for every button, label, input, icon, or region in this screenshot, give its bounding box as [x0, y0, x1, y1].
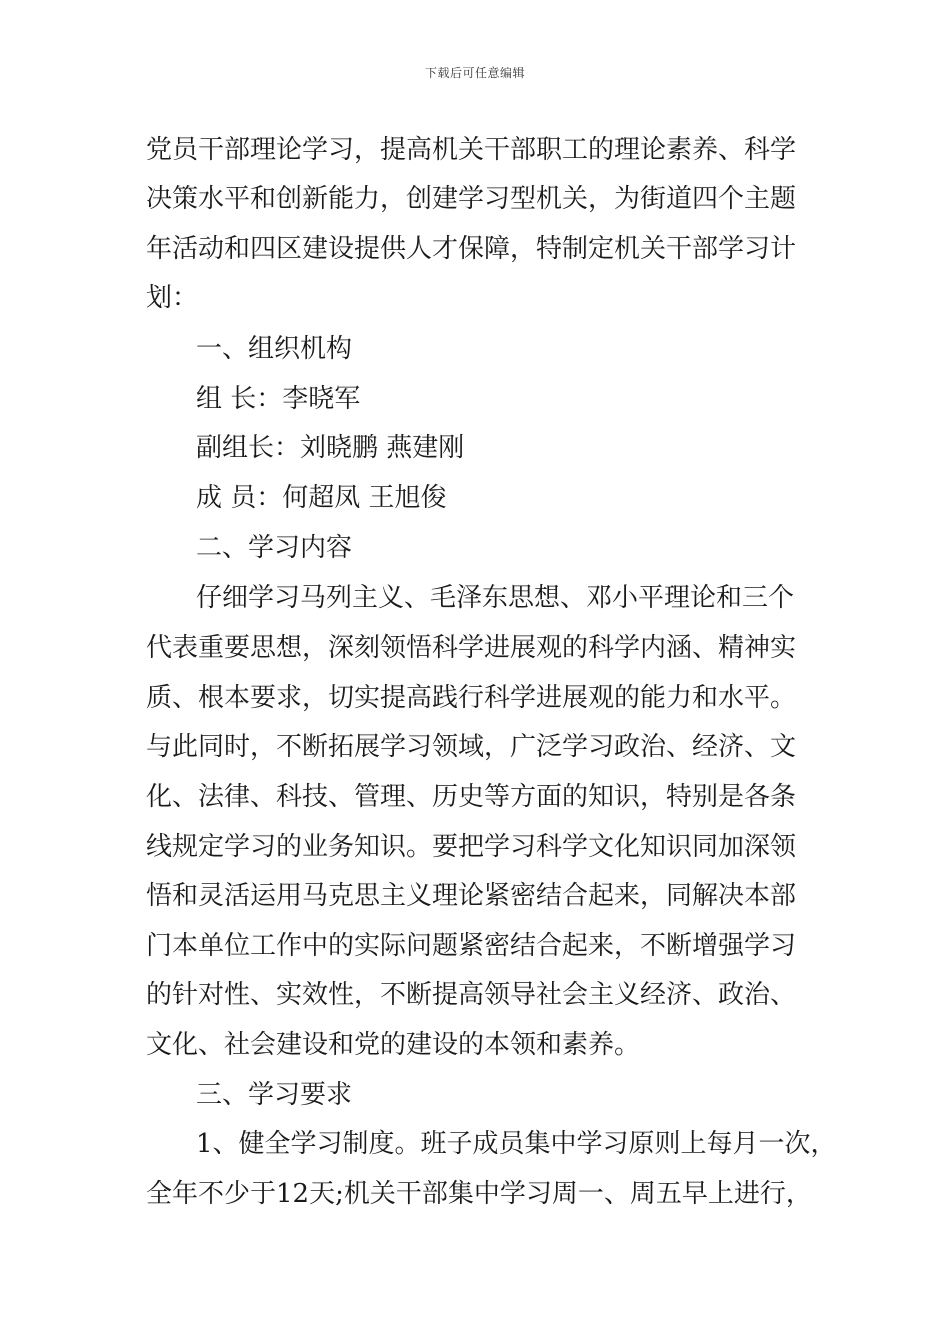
body-line: 线规定学习的业务知识。要把学习科学文化知识同加深领 — [146, 832, 797, 862]
body-line: 年活动和四区建设提供人才保障，特制定机关干部学习计 — [146, 234, 797, 264]
body-line: 仔细学习马列主义、毛泽东思想、邓小平理论和三个 — [196, 583, 795, 613]
body-line: 质、根本要求，切实提高践行科学进展观的能力和水平。 — [146, 683, 797, 713]
section-heading: 三、学习要求 — [196, 1080, 353, 1110]
body-line: 划： — [146, 283, 199, 313]
section-heading: 一、组织机构 — [196, 334, 353, 364]
body-line: 全年不少于12天;机关干部集中学习周一、周五早上进行， — [146, 1179, 812, 1209]
body-line: 化、法律、科技、管理、历史等方面的知识，特别是各条 — [146, 782, 797, 812]
body-line: 1、健全学习制度。班子成员集中学习原则上每月一次， — [196, 1129, 837, 1159]
section-heading: 二、学习内容 — [196, 533, 353, 563]
body-line: 代表重要思想，深刻领悟科学进展观的科学内涵、精神实 — [146, 633, 797, 663]
body-line: 与此同时，不断拓展学习领域，广泛学习政治、经济、文 — [146, 732, 797, 762]
body-line: 门本单位工作中的实际问题紧密结合起来，不断增强学习 — [146, 931, 797, 961]
body-line: 悟和灵活运用马克思主义理论紧密结合起来，同解决本部 — [146, 881, 797, 911]
body-line: 组 长：李晓军 — [196, 384, 361, 414]
body-line: 党员干部理论学习，提高机关干部职工的理论素养、科学 — [146, 135, 797, 165]
body-line: 的针对性、实效性，不断提高领导社会主义经济、政治、 — [146, 980, 797, 1010]
body-line: 文化、社会建设和党的建设的本领和素养。 — [146, 1030, 641, 1060]
body-line: 成 员：何超凤 王旭俊 — [196, 483, 447, 513]
body-line: 副组长：刘晓鹏 燕建刚 — [196, 433, 465, 463]
header-note: 下载后可任意编辑 — [424, 66, 525, 80]
body-line: 决策水平和创新能力，创建学习型机关，为街道四个主题 — [146, 184, 797, 214]
